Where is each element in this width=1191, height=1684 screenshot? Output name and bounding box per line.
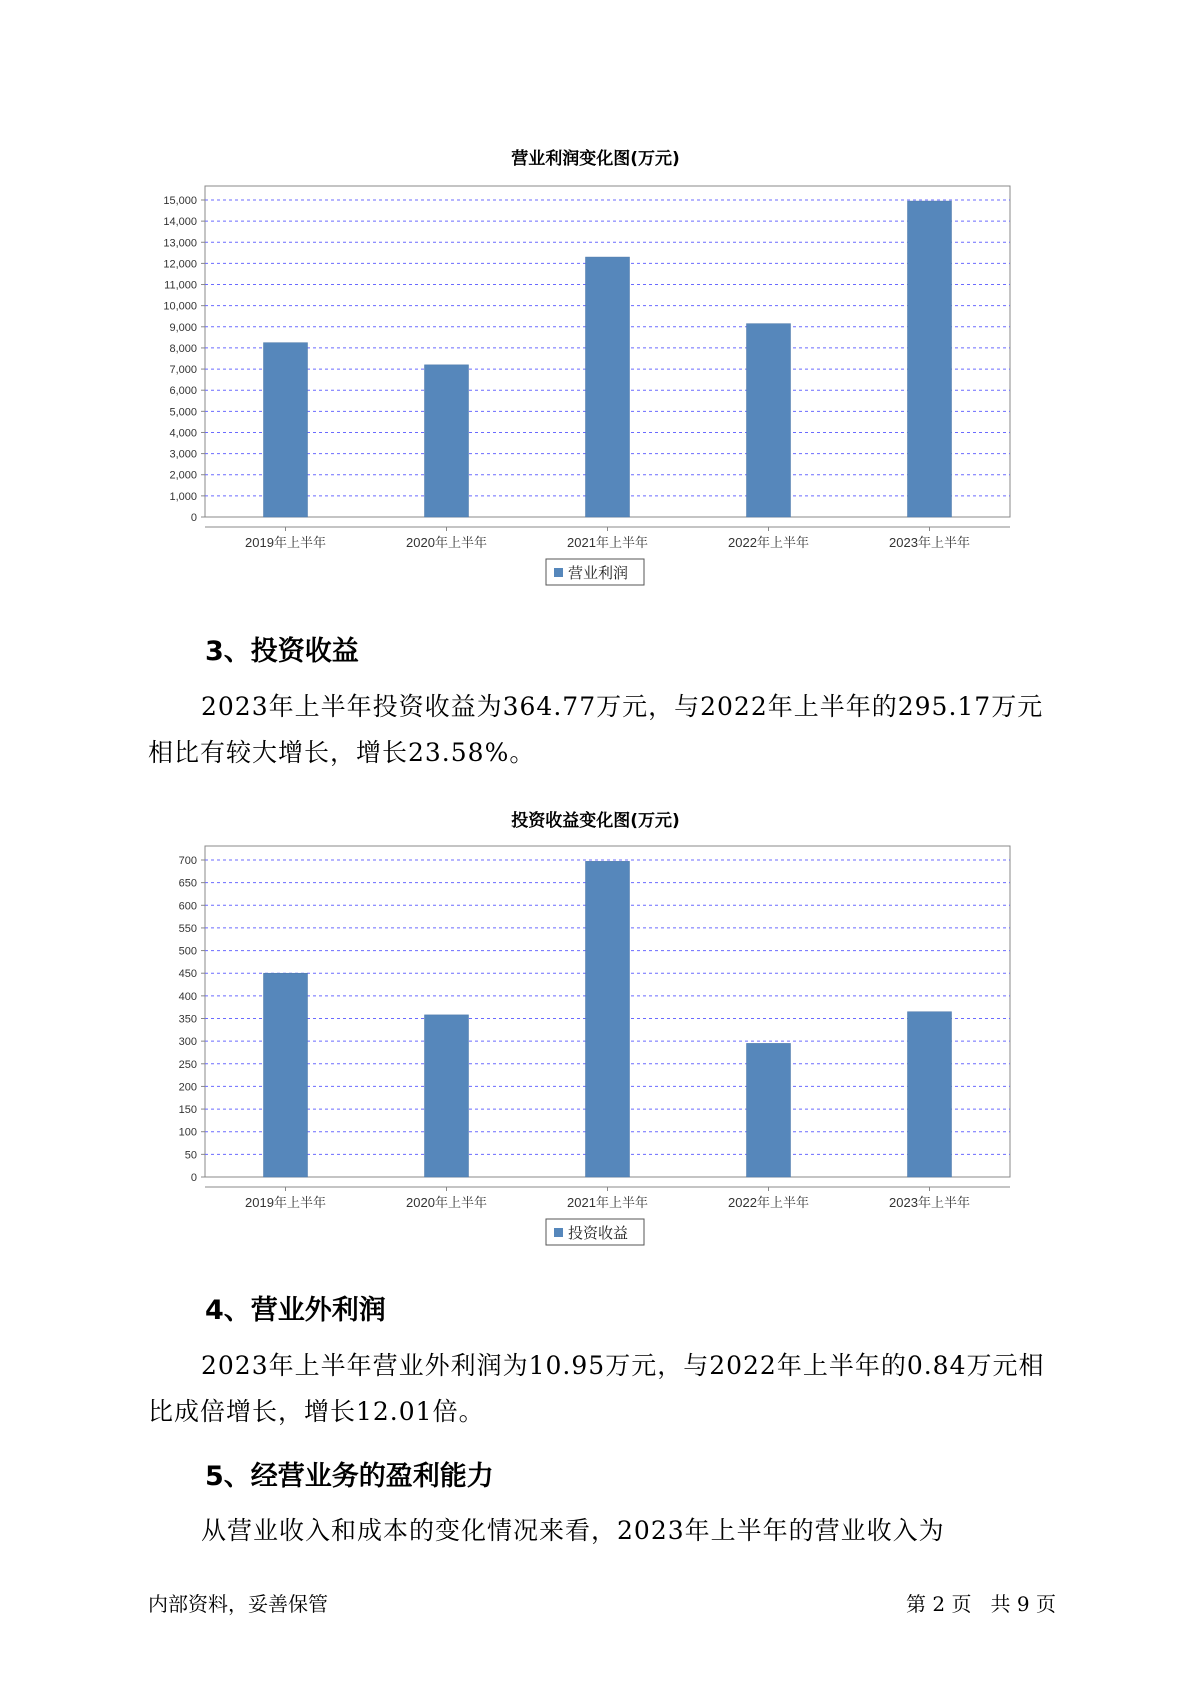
legend-label: 投资收益 — [568, 1225, 629, 1242]
bar — [586, 861, 630, 1177]
x-tick-label: 2020年上半年 — [406, 535, 487, 550]
y-tick-label: 1,000 — [169, 490, 197, 503]
legend-swatch — [554, 1228, 563, 1237]
chart2-title: 投资收益变化图(万元) — [511, 811, 680, 831]
y-tick-label: 50 — [184, 1149, 197, 1162]
x-tick-label: 2023年上半年 — [889, 535, 970, 550]
y-tick-label: 350 — [178, 1013, 197, 1026]
y-tick-label: 100 — [178, 1126, 197, 1139]
y-tick-label: 150 — [178, 1104, 197, 1117]
y-tick-label: 3,000 — [169, 448, 197, 461]
section3-heading: 3、投资收益 — [205, 636, 359, 667]
y-tick-label: 11,000 — [164, 279, 197, 292]
x-tick-label: 2019年上半年 — [245, 535, 326, 550]
y-tick-label: 5,000 — [169, 406, 197, 419]
bar — [425, 1015, 469, 1177]
legend — [546, 1219, 644, 1245]
section4-heading: 4、营业外利润 — [205, 1295, 386, 1326]
y-tick-label: 15,000 — [163, 195, 197, 207]
y-tick-label: 650 — [178, 877, 197, 890]
y-tick-label: 550 — [178, 922, 197, 935]
section5-heading: 5、经营业务的盈利能力 — [205, 1461, 494, 1492]
y-tick-label: 450 — [178, 968, 197, 981]
legend-label: 营业利润 — [568, 565, 629, 582]
y-tick-label: 4,000 — [169, 427, 197, 440]
chart1-title: 营业利润变化图(万元) — [511, 149, 680, 169]
y-tick-label: 12,000 — [163, 258, 197, 271]
x-tick-label: 2020年上半年 — [406, 1195, 487, 1210]
y-tick-label: 0 — [190, 512, 197, 524]
x-tick-label: 2021年上半年 — [567, 535, 648, 550]
x-tick-label: 2022年上半年 — [728, 535, 809, 550]
y-tick-label: 8,000 — [169, 342, 197, 355]
section5-paragraph: 从营业收入和成本的变化情况来看，2023年上半年的营业收入为 — [201, 1516, 945, 1545]
bar — [747, 1043, 791, 1177]
y-tick-label: 250 — [178, 1058, 197, 1071]
y-tick-label: 10,000 — [163, 300, 197, 313]
y-tick-label: 700 — [178, 855, 197, 867]
y-tick-label: 300 — [178, 1036, 197, 1049]
footer-page-number: 第 2 页 共 9 页 — [906, 1592, 1056, 1616]
y-tick-label: 200 — [178, 1081, 197, 1094]
x-tick-label: 2023年上半年 — [889, 1195, 970, 1210]
y-tick-label: 14,000 — [163, 216, 197, 229]
bar — [908, 1012, 952, 1177]
x-tick-label: 2019年上半年 — [245, 1195, 326, 1210]
y-tick-label: 13,000 — [163, 237, 197, 250]
x-tick-label: 2021年上半年 — [567, 1195, 648, 1210]
y-tick-label: 2,000 — [169, 469, 197, 482]
y-tick-label: 6,000 — [169, 385, 197, 398]
y-tick-label: 7,000 — [169, 364, 197, 377]
footer-confidential: 内部资料，妥善保管 — [148, 1592, 328, 1616]
y-tick-label: 9,000 — [169, 321, 197, 334]
x-tick-label: 2022年上半年 — [728, 1195, 809, 1210]
y-tick-label: 500 — [178, 945, 197, 958]
y-tick-label: 0 — [190, 1172, 197, 1184]
section3-paragraph: 2023年上半年投资收益为364.77万元，与2022年上半年的295.17万元相比有较大增长，增长23.58%。 — [148, 692, 1044, 767]
section4-paragraph: 2023年上半年营业外利润为10.95万元，与2022年上半年的0.84万元相比成倍增长，增长12.01倍。 — [148, 1351, 1045, 1426]
y-tick-label: 600 — [178, 900, 197, 913]
bar — [264, 973, 308, 1177]
y-tick-label: 400 — [178, 990, 197, 1003]
